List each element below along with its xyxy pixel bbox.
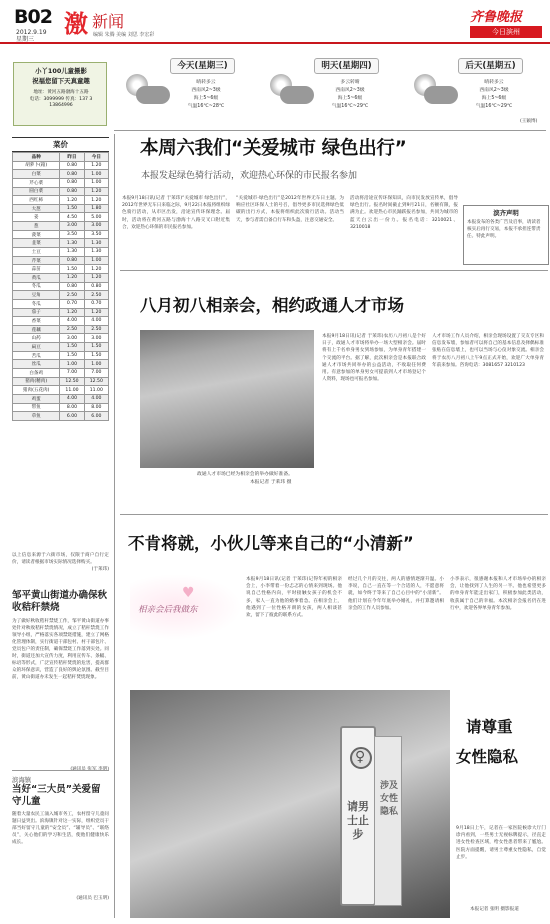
left-story-label: 滨海镇 xyxy=(12,776,32,784)
ad-address: 地址：黄河五路渤海十五路 xyxy=(33,90,89,95)
price-row xyxy=(13,213,109,222)
yesterday-cell: 0.80 xyxy=(60,187,84,196)
weather-day-title: 明天(星期四) xyxy=(314,58,379,74)
price-row xyxy=(13,394,109,403)
item-cell: 茄子 xyxy=(13,308,60,317)
photo-studio-ad xyxy=(13,62,107,126)
item-cell: 白菜 xyxy=(13,170,60,179)
cloud-icon xyxy=(424,86,458,104)
ad-line2: 祝福您留下天真童趣 xyxy=(32,77,90,85)
today-cell: 5.00 xyxy=(84,213,108,222)
weather-wind: 西南风2~3级 xyxy=(191,88,221,93)
price-row xyxy=(13,282,109,291)
weather-tomorrow xyxy=(264,58,379,124)
yesterday-cell: 2.50 xyxy=(60,325,84,334)
weather-temp: 气温16℃~29℃ xyxy=(475,104,513,109)
today-cell: 4.00 xyxy=(84,317,108,326)
today-cell: 8.00 xyxy=(84,403,108,412)
left-story-body: 随着大量农民工涌入城市务工，农村留守儿童问题日益突出。滨海镇针对这一实际，组织党员干部当好留守儿童的“安全员”、“辅导员”、“联络员”，关心他们的学习和生活，使他们健康快乐成长。 xyxy=(12,812,109,845)
yesterday-cell: 4.50 xyxy=(60,213,84,222)
yesterday-cell: 1.30 xyxy=(60,239,84,248)
price-row xyxy=(13,222,109,231)
yesterday-cell: 3.00 xyxy=(60,334,84,343)
yesterday-cell: 0.70 xyxy=(60,299,84,308)
item-cell: 鸡蛋 xyxy=(13,394,60,403)
weekday-line: 星期三 xyxy=(16,36,35,43)
item-cell: 西红柿 xyxy=(13,196,60,205)
page-header xyxy=(0,0,550,44)
item-cell: 菠菜 xyxy=(13,230,60,239)
ad-phone2: 13864996 xyxy=(49,103,73,108)
item-cell: 草鱼 xyxy=(13,412,60,421)
price-row xyxy=(13,351,109,360)
item-cell: 芹心菜 xyxy=(13,178,60,187)
ad-line1: 小丫100儿童摄影 xyxy=(35,67,87,75)
today-cell: 0.70 xyxy=(84,299,108,308)
story1-subtitle: 本报发起绿色骑行活动，欢迎热心环保的市民报名参加 xyxy=(141,171,358,181)
ad-phone: 电话：3099999 传真：137 3 xyxy=(29,96,93,102)
today-cell: 6.00 xyxy=(84,412,108,421)
yesterday-cell: 3.00 xyxy=(60,222,84,231)
weather-cond: 晴转多云 xyxy=(196,80,216,85)
story3-title: 不肯将就，小伙儿等来自己的“小清新” xyxy=(128,534,414,553)
price-row xyxy=(13,248,109,257)
price-title: 菜价 xyxy=(12,137,109,152)
yesterday-cell: 0.80 xyxy=(60,161,84,170)
notice-title: 滨齐声明 xyxy=(493,209,519,217)
weather-credit: (王颖博) xyxy=(520,119,538,124)
price-row xyxy=(13,196,109,205)
sign-text-2: 涉及女性隐私 xyxy=(380,781,399,817)
left-story-children xyxy=(12,775,109,902)
yesterday-cell: 0.80 xyxy=(60,170,84,179)
yesterday-cell: 1.50 xyxy=(60,204,84,213)
weather-wind: 西南风2~3级 xyxy=(335,88,365,93)
story4-author: 本报记者 张明 摄影报道 xyxy=(470,907,519,912)
section-logo-word: 新闻 xyxy=(92,12,125,31)
today-cell: 今日 xyxy=(84,153,108,162)
yesterday-cell: 4.00 xyxy=(60,394,84,403)
today-cell: 1.50 xyxy=(84,343,108,352)
today-cell: 1.30 xyxy=(84,248,108,257)
yesterday-cell: 1.20 xyxy=(60,308,84,317)
vegetable-price-box xyxy=(12,137,109,421)
today-cell: 3.50 xyxy=(84,230,108,239)
today-cell: 11.00 xyxy=(84,386,108,395)
today-cell: 7.00 xyxy=(84,369,108,378)
price-row xyxy=(13,161,109,170)
price-row xyxy=(13,369,109,378)
price-row xyxy=(13,299,109,308)
today-cell: 4.00 xyxy=(84,394,108,403)
price-row xyxy=(13,178,109,187)
today-cell: 1.20 xyxy=(84,187,108,196)
decoration-text: 相亲会后我做东 xyxy=(138,605,198,615)
story2-photo-credit: 本报记者 于莱玮 摄 xyxy=(250,480,292,485)
item-cell: 品种 xyxy=(13,153,60,162)
story1-col2: “关爱城市·绿色出行”是2012年世界无车日主题。为响应社区环保人士的号召，倡导更多市民选择绿色低碳的出行方式，本报将组织此次骑行活动。活动当天，参与者需自备自行车和头盔，注意交通安全。 xyxy=(236,196,344,223)
price-row xyxy=(13,273,109,282)
story2-title: 八月初八相亲会，相约政通人才市场 xyxy=(140,296,404,315)
story4-body: 9月18日上午，记者在一家医院候诊大厅门诊内看到，一些男士无视标牌提示，径直走进女性检查区域，给女性患者带来了尴尬。医院方面提醒，请男士尊重女性隐私，自觉止步。 xyxy=(456,826,546,860)
weather-wind: 西南风2~3级 xyxy=(479,88,509,93)
paper-name: 齐鲁晚报 xyxy=(470,10,523,25)
today-cell: 1.20 xyxy=(84,273,108,282)
cloud-icon xyxy=(136,86,170,104)
weather-sea: 海上5~6级 xyxy=(193,96,219,101)
female-icon: ♀ xyxy=(355,749,366,765)
item-cell: 猪肉(五花肉) xyxy=(13,386,60,395)
item-cell: 冬瓜 xyxy=(13,282,60,291)
item-cell: 豆角 xyxy=(13,291,60,300)
price-note-block xyxy=(12,552,109,573)
yesterday-cell: 昨日 xyxy=(60,153,84,162)
today-cell: 1.20 xyxy=(84,308,108,317)
price-table xyxy=(12,152,109,421)
heart-icon: ♥ xyxy=(182,585,195,601)
weather-sea: 海上5~6级 xyxy=(481,96,507,101)
yesterday-cell: 1.20 xyxy=(60,196,84,205)
section-logo-char: 激 xyxy=(64,9,88,38)
story2-caption: 政通人才市场已经为相亲会的举办做好准备。 xyxy=(197,472,293,477)
price-row xyxy=(13,308,109,317)
item-cell: 胡萝卜(箱) xyxy=(13,161,60,170)
today-cell: 1.00 xyxy=(84,360,108,369)
price-row xyxy=(13,343,109,352)
yesterday-cell: 1.50 xyxy=(60,343,84,352)
today-cell: 1.50 xyxy=(84,351,108,360)
today-cell: 1.20 xyxy=(84,196,108,205)
matchmaking-hall-photo xyxy=(140,330,314,468)
story1-col1: 本报9月18日讯(记者 于莱玮)“关爱城市 绿色出行”，2012年世界无车日来临之际，9月22日本报将组织绿色骑行活动，从市区出发，沿途宣传环保理念。届时，活动将在黄河五路与渤海十八路交叉口附近集合，欢迎热心环保的市民报名参加。 xyxy=(122,196,230,230)
story2-col1: 本报9月18日讯(记者 于莱玮)农历八月初八是个好日子，政通人才市场将举办一场大型相亲会。届时将有上千名单身男女到场参加，为单身青年搭建一个交流的平台。据了解，此次相亲会是本报联合政通人才市场共同举办的公益活动，不收取任何费用。有意参加的单身男女可提前到人才市场登记个人资料，现场也可报名参加。 xyxy=(322,334,426,383)
item-cell: 葱 xyxy=(13,222,60,231)
item-cell: 香菜 xyxy=(13,317,60,326)
left-story-jiegan xyxy=(12,590,109,773)
notice-box xyxy=(463,205,549,265)
story1-col3: 活动将沿途宣传环保知识，向市民发放宣传单，倡导绿色出行。报名时间截止到9月21日，名额有限，报满为止。欢迎热心市民踊跃报名参加，共同为城市的蓝天白云出一份力。报名电话：3210021、3210018 xyxy=(350,196,458,230)
item-cell: 土豆 xyxy=(13,248,60,257)
story3-col1: 本报9月18日讯(记者 于莱玮)记得年初的相亲会上，小李带着一份忐忑的心情来到现场。他说自己性格内向，平时接触女孩子的机会不多，家人一直为他的婚事着急。在相亲会上，他遇到了一位性格开朗的女孩，两人相谈甚欢，留下了彼此的联系方式。 xyxy=(246,577,342,619)
item-cell: 韭菜 xyxy=(13,239,60,248)
item-cell: 圆白菜 xyxy=(13,187,60,196)
story3-col2: 经过几个月的交往，两人的感情逐渐升温。小李说，自己一直在等一个合适的人，不愿意将就，如今终于等来了自己心目中的“小清新”。他们计划在今年年底举办婚礼，并打算邀请相亲会的工作人员参加。 xyxy=(348,577,444,611)
today-cell: 2.50 xyxy=(84,291,108,300)
sign-text: 请男士止步 xyxy=(347,800,369,841)
weather-temp: 气温16℃~29℃ xyxy=(331,104,369,109)
price-row xyxy=(13,360,109,369)
yesterday-cell: 1.50 xyxy=(60,265,84,274)
item-cell: 姜 xyxy=(13,213,60,222)
price-row xyxy=(13,239,109,248)
date-line: 2012.9.19 xyxy=(16,29,47,36)
price-header-row xyxy=(13,153,109,162)
today-cell: 1.00 xyxy=(84,170,108,179)
today-cell: 1.20 xyxy=(84,161,108,170)
story2-col2: 人才市场工作人员介绍，相亲会现场设置了交友专区和信息发布墙，参加者可以将自己的基本信息及择偶标准张贴在信息墙上，也可以当场与心仪对象交流。相亲会将于农历八月初八上午9点正式开始，欢迎广大单身青年前来参加。咨询电话：3081657 3210123 xyxy=(432,334,544,368)
yesterday-cell: 11.00 xyxy=(60,386,84,395)
price-row xyxy=(13,170,109,179)
price-row xyxy=(13,230,109,239)
item-cell: 冬瓜 xyxy=(13,299,60,308)
date-block xyxy=(16,29,47,43)
yesterday-cell: 6.00 xyxy=(60,412,84,421)
weather-cond: 晴转多云 xyxy=(484,80,504,85)
price-row xyxy=(13,187,109,196)
today-cell: 1.80 xyxy=(84,204,108,213)
item-cell: 丝瓜 xyxy=(13,360,60,369)
today-cell: 1.00 xyxy=(84,178,108,187)
weather-today xyxy=(120,58,235,124)
weather-day-after xyxy=(408,58,523,124)
yesterday-cell: 0.80 xyxy=(60,282,84,291)
story1-title: 本周六我们“关爱城市 绿色出行” xyxy=(140,138,407,159)
price-row xyxy=(13,377,109,386)
price-author: (于莱玮) xyxy=(91,567,109,572)
yesterday-cell: 8.00 xyxy=(60,403,84,412)
yesterday-cell: 2.50 xyxy=(60,291,84,300)
price-row xyxy=(13,317,109,326)
weather-sea: 海上5~6级 xyxy=(337,96,363,101)
item-cell: 大葱 xyxy=(13,204,60,213)
price-row xyxy=(13,334,109,343)
price-row xyxy=(13,265,109,274)
price-row xyxy=(13,291,109,300)
weather-day-title: 后天(星期五) xyxy=(458,58,523,74)
item-cell: 蒜苗 xyxy=(13,265,60,274)
price-note: 以上信息来源于六街市场，仅限于商户自行定价，请读者根据市场实际情况选择购买。 xyxy=(12,553,109,565)
hospital-photo xyxy=(130,690,450,918)
yesterday-cell: 1.50 xyxy=(60,351,84,360)
story3-col3: 小李表示，很感谢本报和人才市场举办的相亲会，让他找到了人生的另一半。他也希望更多的单身青年能走出家门，积极参加此类活动，收获属于自己的幸福。本次相亲会报名仍在进行中，欢迎各界单身青年参加。 xyxy=(450,577,546,611)
left-story-headline: 当好“三大员”关爱留守儿童 xyxy=(12,784,101,807)
item-cell: 扁豆 xyxy=(13,343,60,352)
today-cell: 0.80 xyxy=(84,282,108,291)
story4-title-1: 请尊重 xyxy=(466,718,513,736)
notice-body: 本报发布的各类广告及启事，请读者核实后再行交易，本报不承担连带责任。特此声明。 xyxy=(467,220,541,239)
today-cell: 3.00 xyxy=(84,222,108,231)
price-row xyxy=(13,412,109,421)
ad-contact xyxy=(18,90,104,110)
item-cell: 山药 xyxy=(13,334,60,343)
item-cell: 白条鸡 xyxy=(13,369,60,378)
left-story-headline: 邹平黄山街道办确保秋收秸秆禁烧 xyxy=(12,590,108,613)
today-cell: 3.00 xyxy=(84,334,108,343)
price-row xyxy=(13,204,109,213)
yesterday-cell: 4.00 xyxy=(60,317,84,326)
page-number: B02 xyxy=(14,6,52,28)
item-cell: 猪肉(精肉) xyxy=(13,377,60,386)
item-cell: 带鱼 xyxy=(13,403,60,412)
yesterday-cell: 0.80 xyxy=(60,256,84,265)
left-story-author: (通讯员 巴玉明) xyxy=(76,896,109,901)
item-cell: 苦瓜 xyxy=(13,351,60,360)
cloud-icon xyxy=(280,86,314,104)
price-row xyxy=(13,386,109,395)
yesterday-cell: 0.80 xyxy=(60,178,84,187)
today-cell: 1.30 xyxy=(84,239,108,248)
item-cell: 芹菜 xyxy=(13,256,60,265)
today-cell: 1.20 xyxy=(84,265,108,274)
story4-title-2: 女性隐私 xyxy=(456,748,519,766)
item-cell: 黄瓜 xyxy=(13,273,60,282)
yesterday-cell: 1.20 xyxy=(60,273,84,282)
weather-cond: 多云转晴 xyxy=(340,80,360,85)
price-row xyxy=(13,256,109,265)
yesterday-cell: 12.50 xyxy=(60,377,84,386)
weather-day-title: 今天(星期三) xyxy=(170,58,235,74)
item-cell: 莲藕 xyxy=(13,325,60,334)
today-cell: 2.50 xyxy=(84,325,108,334)
price-row xyxy=(13,325,109,334)
today-cell: 1.00 xyxy=(84,256,108,265)
yesterday-cell: 1.30 xyxy=(60,248,84,257)
yesterday-cell: 1.00 xyxy=(60,360,84,369)
editors-line: 编辑 朱腾 美编 刘思 李宏彩 xyxy=(93,32,155,38)
privacy-sign-2 xyxy=(374,736,402,906)
left-story-body: 为了做好秋收秸秆禁烧工作，邹平黄山街道办事处针对秋收秸秆禁烧情况，成立了秸秆禁烧工作领导小组，严格落实各项禁烧措施，建立了网格化管理体制，实行街道干部包村、村干部包片、党员包户的责任制，确保禁烧工作落到实处。同时，街道还加大宣传力度，利用宣传车、条幅、标语等形式，广泛宣传秸秆焚烧的危害，提高群众的环保意识，营造了良好的舆论氛围。截至目前，黄山街道办未发生一起秸秆焚烧现象。 xyxy=(12,619,109,680)
edition-badge: 今日滨州 xyxy=(470,26,542,38)
yesterday-cell: 7.00 xyxy=(60,369,84,378)
weather-temp: 气温16℃~28℃ xyxy=(187,104,225,109)
yesterday-cell: 3.50 xyxy=(60,230,84,239)
today-cell: 12.50 xyxy=(84,377,108,386)
price-row xyxy=(13,403,109,412)
